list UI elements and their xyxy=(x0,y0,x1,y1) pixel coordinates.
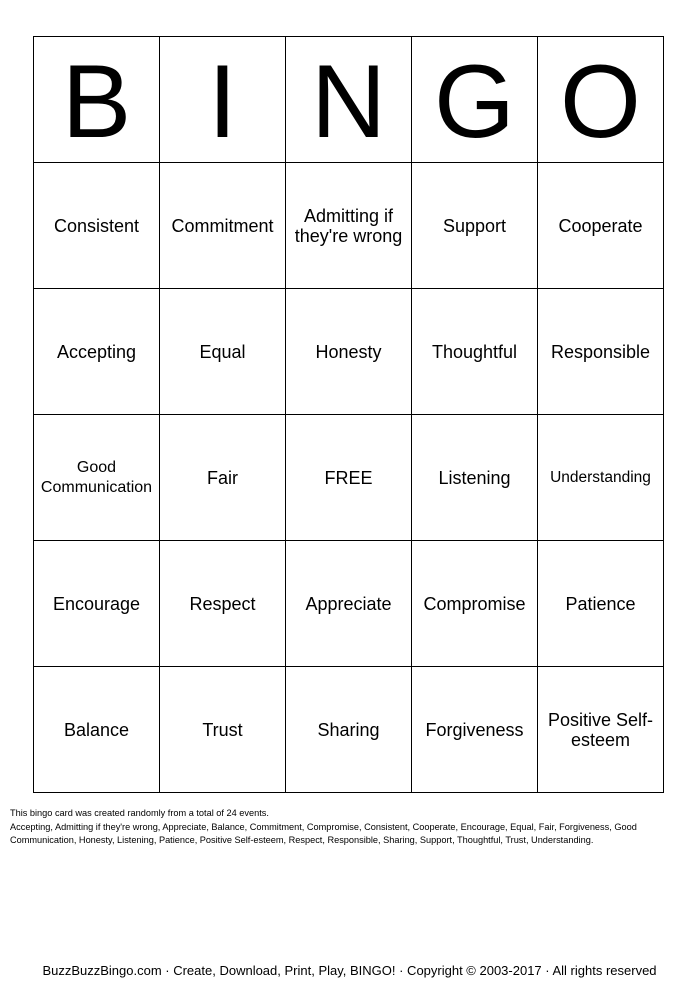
card-cell: Patience xyxy=(538,541,664,667)
card-row xyxy=(34,541,664,667)
card-cell: Consistent xyxy=(34,163,160,289)
header-row xyxy=(34,37,664,163)
card-cell: Thoughtful xyxy=(412,289,538,415)
bingo-card xyxy=(33,36,664,793)
card-cell: Balance xyxy=(34,667,160,793)
card-cell: Equal xyxy=(160,289,286,415)
card-cell: Cooperate xyxy=(538,163,664,289)
header-letter-b: B xyxy=(34,37,160,163)
card-cell: Sharing xyxy=(286,667,412,793)
header-letter-n: N xyxy=(286,37,412,163)
card-cell: Trust xyxy=(160,667,286,793)
card-row xyxy=(34,163,664,289)
header-letter-o: O xyxy=(538,37,664,163)
card-cell: Honesty xyxy=(286,289,412,415)
footer-text: BuzzBuzzBingo.com · Create, Download, Print, Play, BINGO! · Copyright © 2003-2017 · All rights reserved xyxy=(42,963,657,978)
card-cell: Admitting if they're wrong xyxy=(286,163,412,289)
card-cell: Support xyxy=(412,163,538,289)
card-cell: Respect xyxy=(160,541,286,667)
card-cell: Accepting xyxy=(34,289,160,415)
free-space-cell: FREE xyxy=(286,415,412,541)
card-cell: Responsible xyxy=(538,289,664,415)
card-row xyxy=(34,667,664,793)
card-note xyxy=(10,807,690,848)
card-cell: Fair xyxy=(160,415,286,541)
card-cell: Forgiveness xyxy=(412,667,538,793)
card-cell: Commitment xyxy=(160,163,286,289)
header-letter-i: I xyxy=(160,37,286,163)
note-line: This bingo card was created randomly from a total of 24 events. xyxy=(10,808,269,818)
card-cell: Compromise xyxy=(412,541,538,667)
card-row xyxy=(34,415,664,541)
card-cell: Positive Self-esteem xyxy=(538,667,664,793)
card-cell: Understanding xyxy=(538,415,664,541)
header-letter-g: G xyxy=(412,37,538,163)
card-row xyxy=(34,289,664,415)
card-cell: Listening xyxy=(412,415,538,541)
card-cell: Encourage xyxy=(34,541,160,667)
card-cell: Good Communication xyxy=(34,415,160,541)
note-events-list: Accepting, Admitting if they're wrong, Appreciate, Balance, Commitment, Compromise, Consistent, Cooperate, Encourage, Equal, Fair, Forgiveness, Good Communication, Honesty, Listening, Patience, Positive Self-esteem, Respect, Responsible, Sharing, Support, Thoughtful, Trust, Understanding. xyxy=(10,821,637,845)
card-cell: Appreciate xyxy=(286,541,412,667)
